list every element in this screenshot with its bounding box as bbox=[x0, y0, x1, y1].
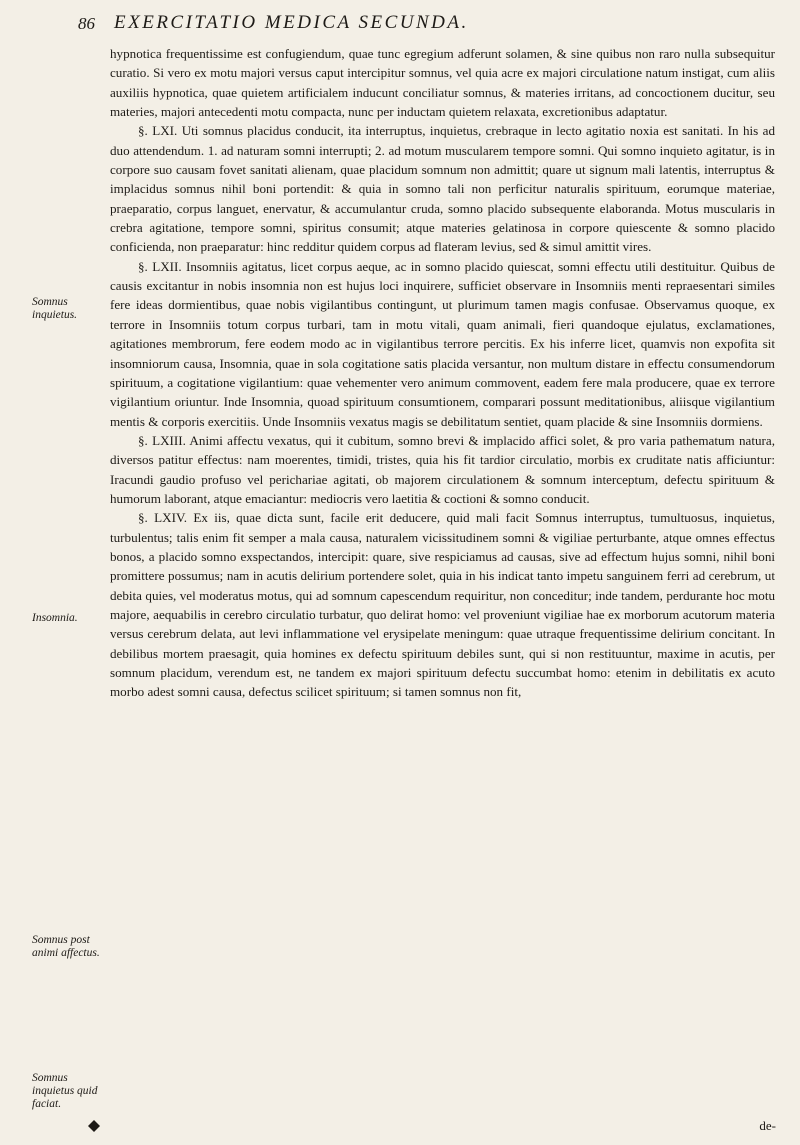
section-lxiv: §. LXIV. Ex iis, quae dicta sunt, facile erit deducere, quid mali facit Somnus interruptus, tumultuosus, inquietus, turbulentus; talis enim fit semper a mala causa, naturalem vicissitudinem somni & vigiliae perturbante, atque omnes effectus bonos, a placido somno exspectandos, intercipit: quare, sive respiciamus ad causas, sive ad effectum hujus somni, nihil boni promittere possumus; nam in acutis delirium portendere solet, quia in his indicat tanto impetu sanguinem ferri ad cerebrum, ut debita quies, vel moderatus motus, qui ad somnum capescendum requiritur, non conceditur; inde tandem, perdurante hoc motu majore, aequabilis in cerebro circulatio turbatur, quo delirat homo: vel proveniunt vigiliae hae ex morborum acutorum materia versus cerebrum delata, aut levi inflammatione vel erysipelate meningum: quae utraque frequentissime delirium concitant. In debilibus mortem praesagit, quia homines ex defectu spirituum debiles sunt, qui si non restituuntur, maxime in acutis, per somnum placidum, verendum est, ne tandem ex majori spirituum defectu succumbat homo: etenim in debilitatis ex acuto morbo adest somni causa, defectus scilicet spirituum; si tamen somnus non fit, bbox=[110, 510, 775, 700]
page-header bbox=[78, 14, 778, 44]
margin-note-insomnia: Insomnia. bbox=[32, 612, 78, 624]
paragraph-continued: hypnotica frequentissime est confugiendum, quae tunc egregium adferunt solamen, & sine quibus non raro nulla subsequitur curatio. Si vero ex motu majori versus caput intercipitur somnus, vel quia acre ex majori circulatione natum instigat, cum aliis auxiliis hypnotica, quae quietem artificialem inducunt conciliatur somnus, & materies irritans, ad concoctionem ducitur, seu materies, majori antecedenti motu compacta, nunc per inductam quietem relaxata, excretionibus adaptatur. bbox=[110, 46, 775, 120]
page-number: 86 bbox=[78, 14, 95, 33]
margin-note-somnus-post-affectus: Somnus post animi affectus. bbox=[32, 934, 100, 959]
ink-blot-ornament bbox=[88, 1120, 100, 1132]
section-lxi: §. LXI. Uti somnus placidus conducit, ita interruptus, inquietus, crebraque in lecto agitatio noxia est sanitati. In his ad duo attendendum. 1. ad naturam somni interrupti; 2. ad motum muscularem tempore somni. Qui somno inquieto agitatur, is in corpore suo causam fovet sanitati alienam, quae placidum somnum non admittit; quare ut signum mali latentis, interruptus & implacidus somnus nihil boni portendit: & quia in somno tali non perficitur naturalis spirituum, eorumque materiae, praeparatio, corpus languet, enervatur, & accumulantur cruda, somno placido subsequente elaboranda. Motus muscularis in crebra agitatione, tempore somni, spiritus consumit; atque materies gelatinosa in corpore quiescente & somno placido conficienda, non praeparatur: hinc redditur quidem corpus ad flateram levius, sed & simul amittit vires. bbox=[110, 123, 775, 255]
catchword: de- bbox=[759, 1118, 776, 1133]
section-lxiii: §. LXIII. Animi affectu vexatus, qui it cubitum, somno brevi & implacido affici solet, & pro varia pathematum natura, diversos patitur effectus: nam moerentes, timidi, tristes, quia his fit tardior circulatio, morbis ex cruditate natis afficiuntur: Iracundi gaudio profuso vel perichariae agitati, ob majorem circulationem & somnum interceptum, defectu spirituum & humorum laborant, atque emaciantur: mediocris vero laetitia & coctioni & somno conducit. bbox=[110, 432, 775, 506]
body-text bbox=[110, 44, 775, 702]
running-head: EXERCITATIO MEDICA SECUNDA. bbox=[114, 12, 469, 33]
margin-note-somnus-inquietus: Somnus inquietus. bbox=[32, 296, 78, 321]
margin-note-somnus-inquietus-quid: Somnus inquietus quid faciat. bbox=[32, 1072, 98, 1110]
margin-notes bbox=[0, 0, 108, 1145]
section-lxii: §. LXII. Insomniis agitatus, licet corpus aeque, ac in somno placido quiescat, somni effectu utili destituitur. Quibus de causis excitantur in nobis insomnia non est hujus loci inquirere, sufficiet observare in Insomniis menti repraesentari similes fere ideas dormientibus, quae nobis vigilantibus contingunt, ut plurimum tamen magis confusae. Observamus quoque, ex terrore in Insomniis totum corpus turbari, tam in motu vitali, quam animali, fieri quandoque ejulatus, exclamationes, agitationes membrorum, fere eodem modo ac in vigilantibus terrore percitis. Ex his inferre licet, quamvis non expofita sit insomniorum causa, Insomnia, quae in sola cogitatione satis placida versantur, non multum distare in effectu consumendorum spirituum, a cogitatione vigilantium: quae vehementer vero animum commovent, eadem fere mala producere, quae ex terrore vigilantium oriuntur. Inde Insomnia, quoad spirituum consumtionem, comparari possunt meditationibus, aliisque vigilantium mentis & corporis exercitiis. Unde Insomniis vexatus magis se debilitatum sentiet, quam placide & sine Insomniis dormiens. bbox=[110, 258, 775, 429]
